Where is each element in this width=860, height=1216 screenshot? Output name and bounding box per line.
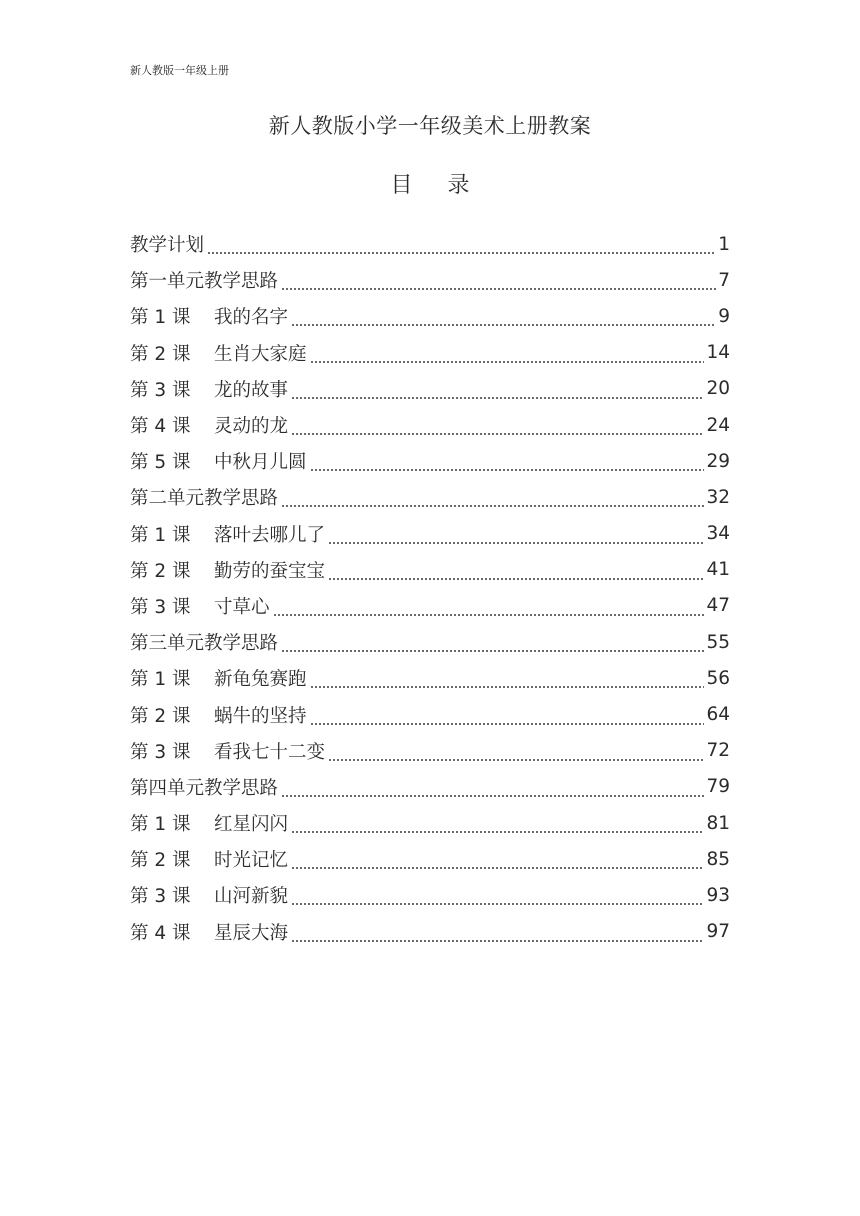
toc-entry[interactable]	[130, 443, 730, 479]
toc-leader-dots	[291, 813, 704, 833]
toc-entry-label: 第四单元教学思路	[130, 777, 279, 799]
toc-entry-page-number: 97	[706, 921, 730, 943]
toc-leader-dots	[291, 306, 716, 326]
toc-entry-label: 第二单元教学思路	[130, 488, 279, 510]
toc-entry-page-number: 47	[706, 595, 730, 617]
toc-entry[interactable]	[130, 552, 730, 588]
toc-entry[interactable]	[130, 479, 730, 515]
toc-entry-label: 第 1 课 落叶去哪儿了	[130, 524, 326, 546]
toc-entry-page-number: 9	[718, 305, 730, 327]
toc-entry[interactable]	[130, 877, 730, 913]
toc-entry-page-number: 56	[706, 667, 730, 689]
toc-entry[interactable]	[130, 841, 730, 877]
toc-entry-page-number: 29	[706, 450, 730, 472]
document-title: 新人教版小学一年级美术上册教案	[268, 114, 592, 138]
toc-entry-page-number: 93	[706, 884, 730, 906]
toc-entry-label: 第 3 课 龙的故事	[130, 379, 289, 401]
toc-entry-page-number: 32	[706, 486, 730, 508]
toc-entry-page-number: 41	[706, 559, 730, 581]
toc-entry-page-number: 79	[706, 776, 730, 798]
toc-leader-dots	[291, 922, 704, 942]
toc-entry-label: 第 3 课 寸草心	[130, 596, 270, 618]
toc-entry[interactable]	[130, 733, 730, 769]
toc-entry-page-number: 55	[706, 631, 730, 653]
toc-leader-dots	[281, 777, 704, 797]
toc-entry-page-number: 1	[718, 233, 730, 255]
toc-leader-dots	[328, 560, 704, 580]
toc-leader-dots	[310, 343, 705, 363]
toc-entry-page-number: 7	[718, 269, 730, 291]
toc-entry-label: 第 2 课 时光记忆	[130, 850, 289, 872]
toc-entry[interactable]	[130, 914, 730, 950]
toc-entry-label: 第 5 课 中秋月儿圆	[130, 452, 307, 474]
toc-entry-label: 第 1 课 我的名字	[130, 307, 289, 329]
toc-entry-label: 第 1 课 红星闪闪	[130, 814, 289, 836]
toc-entry-label: 第 2 课 生肖大家庭	[130, 343, 307, 365]
toc-entry[interactable]	[130, 624, 730, 660]
toc-leader-dots	[291, 415, 704, 435]
table-of-contents	[130, 226, 730, 950]
toc-entry[interactable]	[130, 660, 730, 696]
toc-entry-label: 第一单元教学思路	[130, 271, 279, 293]
toc-leader-dots	[281, 632, 704, 652]
toc-entry-page-number: 24	[706, 414, 730, 436]
toc-entry[interactable]	[130, 769, 730, 805]
toc-leader-dots	[281, 487, 704, 507]
toc-entry-label: 第 2 课 蜗牛的坚持	[130, 705, 307, 727]
toc-entry[interactable]	[130, 298, 730, 334]
running-header: 新人教版一年级上册	[130, 64, 229, 77]
toc-entry-page-number: 20	[706, 378, 730, 400]
toc-entry-label: 第三单元教学思路	[130, 633, 279, 655]
toc-leader-dots	[328, 741, 704, 761]
toc-entry-page-number: 85	[706, 848, 730, 870]
toc-entry-label: 第 4 课 灵动的龙	[130, 416, 289, 438]
toc-entry-page-number: 81	[706, 812, 730, 834]
toc-leader-dots	[291, 379, 704, 399]
toc-leader-dots	[328, 524, 704, 544]
toc-entry[interactable]	[130, 262, 730, 298]
toc-leader-dots	[291, 849, 704, 869]
toc-entry-label: 第 3 课 山河新貌	[130, 886, 289, 908]
toc-entry-label: 第 2 课 勤劳的蚕宝宝	[130, 560, 326, 582]
toc-entry-page-number: 64	[706, 704, 730, 726]
toc-entry[interactable]	[130, 516, 730, 552]
toc-entry-label: 第 3 课 看我七十二变	[130, 741, 326, 763]
toc-entry[interactable]	[130, 696, 730, 732]
toc-leader-dots	[281, 270, 716, 290]
toc-entry[interactable]	[130, 335, 730, 371]
toc-leader-dots	[273, 596, 705, 616]
toc-entry-page-number: 72	[706, 740, 730, 762]
toc-entry[interactable]	[130, 407, 730, 443]
toc-leader-dots	[207, 234, 716, 254]
toc-leader-dots	[310, 451, 705, 471]
toc-leader-dots	[310, 705, 705, 725]
toc-entry[interactable]	[130, 371, 730, 407]
toc-leader-dots	[310, 668, 705, 688]
toc-entry-page-number: 14	[706, 342, 730, 364]
toc-entry[interactable]	[130, 805, 730, 841]
toc-entry[interactable]	[130, 226, 730, 262]
toc-heading: 目 录	[390, 173, 470, 198]
toc-entry-label: 教学计划	[130, 235, 205, 257]
toc-entry-page-number: 34	[706, 523, 730, 545]
toc-leader-dots	[291, 885, 704, 905]
toc-entry[interactable]	[130, 588, 730, 624]
toc-entry-label: 第 1 课 新龟兔赛跑	[130, 669, 307, 691]
toc-entry-label: 第 4 课 星辰大海	[130, 922, 289, 944]
